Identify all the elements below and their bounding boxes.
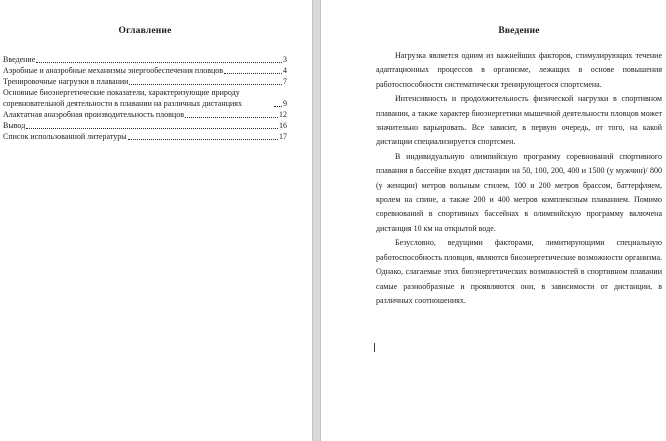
toc-leader-dots xyxy=(36,62,282,63)
toc-leader-dots xyxy=(129,84,282,85)
toc-entry-page-number: 17 xyxy=(279,132,287,141)
toc-leader-dots xyxy=(185,117,278,118)
toc-heading[interactable]: Оглавление xyxy=(118,26,172,36)
introduction-body xyxy=(376,49,662,308)
paragraph[interactable]: Безусловно, ведущими факторами, лимитирующими специальную работоспособность пловцов, являются биоэнергетические возможности организма. Однако, слагаемые этих биоэнергетических возможностей в спортивном плавании самые разнообразные и проявляются они, в зависимости от дистанции, в различных соотношениях. xyxy=(376,238,662,305)
toc-entry-page-number: 3 xyxy=(283,55,287,64)
toc-leader-dots xyxy=(128,139,278,140)
toc-leader-dots xyxy=(26,128,278,129)
toc-entry[interactable] xyxy=(3,131,287,142)
page-table-of-contents[interactable] xyxy=(0,0,313,441)
toc-leader-dots xyxy=(224,73,282,74)
paragraph[interactable]: В индивидуальную олимпийскую программу соревнований спортивного плавания в бассейне входят дистанции на 50, 100, 200, 400 и 1500 (у мужчин)/ 800 (у женщин) метров вольным стилем, 100 и 200 метров брассом, баттерфляем, кролем на спине, а также 200 и 400 метров комплексным плаванием. Помимо соревнований в спортивных бассейнах в олимпийскую программу включена дистанция 10 км на открытой воде. xyxy=(376,151,662,233)
toc-entry-page-number: 4 xyxy=(283,66,287,75)
toc-entry[interactable] xyxy=(3,76,287,87)
toc-entry-page-number: 12 xyxy=(279,110,287,119)
paragraph[interactable]: Интенсивность и продолжительность физической нагрузки в спортивном плавании, а также характер биоэнергетики мышечной деятельности пловцов может значительно варьировать. Все зависит, в первую очередь, от того, на какой дистанции специализируется спортсмен. xyxy=(376,94,662,147)
toc-entry-title[interactable]: Алактатная анаэробная производительность пловцов xyxy=(3,110,184,119)
toc-entry-title[interactable]: Вывод xyxy=(3,121,26,130)
page-introduction[interactable] xyxy=(320,0,666,441)
toc-list xyxy=(3,54,287,142)
toc-entry-title[interactable]: Тренировочные нагрузки в плавании xyxy=(3,77,129,86)
toc-entry[interactable] xyxy=(3,65,287,76)
toc-entry[interactable] xyxy=(3,54,287,65)
toc-entry-title[interactable]: Введение xyxy=(3,55,36,64)
toc-entry[interactable] xyxy=(3,109,287,120)
toc-leader-dots xyxy=(274,106,282,107)
paragraph[interactable]: Нагрузка является одним из важнейших факторов, стимулирующих течение адаптационных процессов в организме, лежащих в основе повышения работоспособности систематически тренирующегося спортсмена. xyxy=(376,51,662,89)
toc-entry-title[interactable]: Аэробные и анаэробные механизмы энергообеспечения пловцов xyxy=(3,66,224,75)
toc-entry-page-number: 7 xyxy=(283,77,287,86)
toc-entry[interactable] xyxy=(3,120,287,131)
toc-entry-title[interactable]: Основные биоэнергетические показатели, характеризующие природу соревновательной деятельности в плавании на различных дистанциях xyxy=(3,88,242,108)
toc-entry-page-number: 9 xyxy=(283,99,287,108)
introduction-heading[interactable]: Введение xyxy=(498,26,540,36)
toc-entry[interactable] xyxy=(3,87,287,109)
toc-entry-page-number: 16 xyxy=(279,121,287,130)
toc-entry-title[interactable]: Список использованной литературы xyxy=(3,132,127,141)
text-cursor xyxy=(374,343,375,352)
